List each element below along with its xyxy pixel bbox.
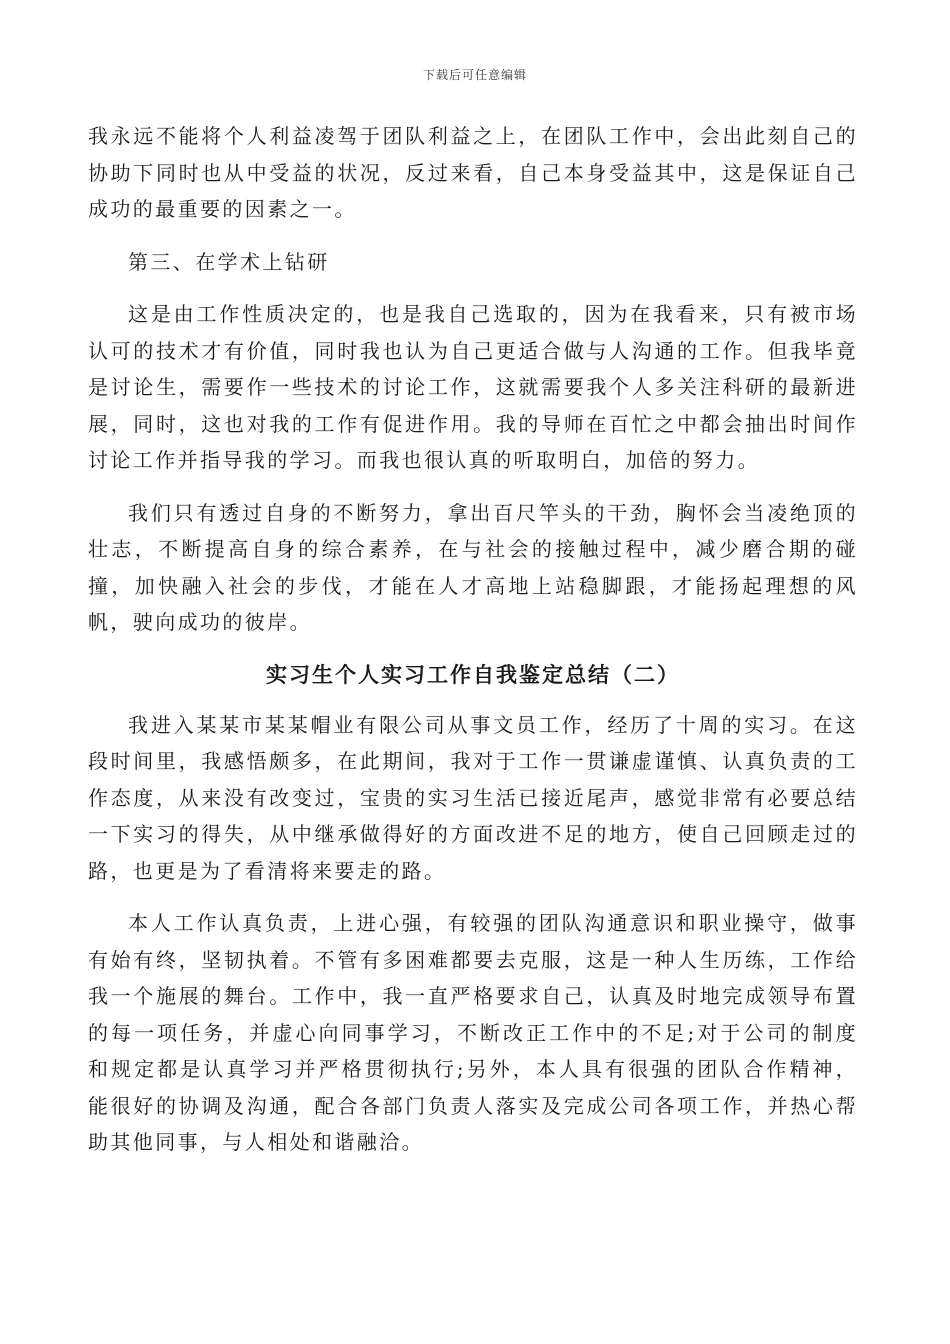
paragraph-internship-intro: 我进入某某市某某帽业有限公司从事文员工作，经历了十周的实习。在这段时间里，我感悟颇多，在此期间，我对于工作一贯谦虚谨慎、认真负责的工作态度，从来没有改变过，宝贵的实习生活已接近尾声，感觉非常有必要总结一下实习的得失，从中继承做得好的方面改进不足的地方，使自己回顾走过的路，也更是为了看清将来要走的路。 xyxy=(88,712,858,883)
summary-title: 实习生个人实习工作自我鉴定总结（二） xyxy=(266,661,680,687)
paragraph-academic-research: 这是由工作性质决定的，也是我自己选取的，因为在我看来，只有被市场认可的技术才有价值，同时我也认为自己更适合做与人沟通的工作。但我毕竟是讨论生，需要作一些技术的讨论工作，这就需要我个人多关注科研的最新进展，同时，这也对我的工作有促进作用。我的导师在百忙之中都会抽出时间作讨论工作并指导我的学习。而我也很认真的听取明白，加倍的努力。 xyxy=(88,302,858,472)
paragraph-self-effort: 我们只有透过自身的不断努力，拿出百尺竿头的干劲，胸怀会当凌绝顶的壮志，不断提高自身的综合素养，在与社会的接触过程中，减少磨合期的碰撞，加快融入社会的步伐，才能在人才高地上站稳脚跟，才能扬起理想的风帆，驶向成功的彼岸。 xyxy=(88,500,858,634)
paragraph-work-attitude: 本人工作认真负责，上进心强，有较强的团队沟通意识和职业操守，做事有始有终，坚韧执着。不管有多困难都要去克服，这是一种人生历练，工作给我一个施展的舞台。工作中，我一直严格要求自己，认真及时地完成领导布置的每一项任务，并虚心向同事学习，不断改正工作中的不足;对于公司的制度和规定都是认真学习并严格贯彻执行;另外，本人具有很强的团队合作精神，能很好的协调及沟通，配合各部门负责人落实及完成公司各项工作，并热心帮助其他同事，与人相处和谐融洽。 xyxy=(88,911,858,1154)
paragraph-team-interest: 我永远不能将个人利益凌驾于团队利益之上，在团队工作中，会出此刻自己的协助下同时也从中受益的状况，反过来看，自己本身受益其中，这是保证自己成功的最重要的因素之一。 xyxy=(88,124,858,221)
document-body xyxy=(88,118,858,1177)
header-note: 下载后可任意编辑 xyxy=(422,68,527,82)
section-heading-academic: 第三、在学术上钻研 xyxy=(128,249,330,274)
